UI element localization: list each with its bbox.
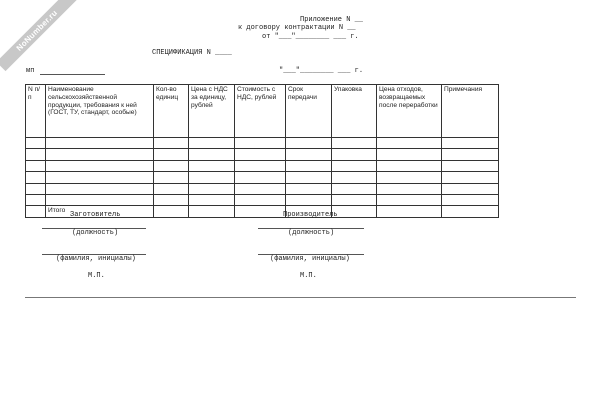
table-cell[interactable] xyxy=(189,183,235,194)
table-cell[interactable] xyxy=(189,172,235,183)
table-cell[interactable] xyxy=(26,194,46,205)
spec-table xyxy=(25,84,499,218)
table-cell[interactable] xyxy=(377,206,442,217)
place-underline xyxy=(40,74,105,75)
table-cell[interactable] xyxy=(235,206,286,217)
table-cell[interactable] xyxy=(377,138,442,149)
table-row xyxy=(26,149,499,160)
table-cell[interactable] xyxy=(332,172,377,183)
table-cell[interactable] xyxy=(442,183,499,194)
appendix-line: Приложение N __ xyxy=(300,16,364,24)
page-bottom-divider xyxy=(25,297,576,298)
table-cell[interactable] xyxy=(442,206,499,217)
table-cell[interactable] xyxy=(235,149,286,160)
table-cell[interactable] xyxy=(154,206,189,217)
table-cell[interactable] xyxy=(332,194,377,205)
table-cell[interactable] xyxy=(46,183,154,194)
table-cell[interactable] xyxy=(332,183,377,194)
col-header-product: Наименование сельскохозяйственной продукции, требования к ней (ГОСТ, ТУ, стандарт, особые) xyxy=(46,85,154,138)
table-cell[interactable] xyxy=(377,149,442,160)
table-cell[interactable] xyxy=(235,183,286,194)
table-cell[interactable] xyxy=(46,149,154,160)
table-cell[interactable] xyxy=(154,172,189,183)
table-cell[interactable] xyxy=(189,149,235,160)
table-cell[interactable] xyxy=(442,172,499,183)
buyer-title: Заготовитель xyxy=(70,211,121,219)
spec-date: "___"________ ___ г. xyxy=(279,67,364,75)
table-cell[interactable] xyxy=(377,183,442,194)
place-label: мп xyxy=(26,67,35,75)
table-cell[interactable] xyxy=(235,172,286,183)
table-cell[interactable] xyxy=(442,138,499,149)
table-cell[interactable] xyxy=(189,138,235,149)
table-cell[interactable] xyxy=(46,138,154,149)
producer-name-caption: (фамилия, инициалы) xyxy=(270,255,350,263)
table-row xyxy=(26,138,499,149)
col-header-waste-price: Цена отходов, возвращаемых после переработки xyxy=(377,85,442,138)
col-header-unit-price: Цена с НДС за единицу, рублей xyxy=(189,85,235,138)
table-row xyxy=(26,160,499,171)
table-cell[interactable] xyxy=(332,206,377,217)
table-row xyxy=(26,172,499,183)
table-cell[interactable] xyxy=(189,160,235,171)
col-header-delivery-term: Срок передачи xyxy=(286,85,332,138)
table-cell[interactable] xyxy=(286,172,332,183)
table-cell[interactable] xyxy=(26,172,46,183)
contract-ref-line: к договору контрактации N __ xyxy=(238,24,356,32)
col-header-packaging: Упаковка xyxy=(332,85,377,138)
table-cell[interactable] xyxy=(189,194,235,205)
producer-title: Производитель xyxy=(283,211,338,219)
table-cell[interactable] xyxy=(286,149,332,160)
table-cell[interactable] xyxy=(286,160,332,171)
col-header-number: N п/п xyxy=(26,85,46,138)
buyer-name-caption: (фамилия, инициалы) xyxy=(56,255,136,263)
spec-title: СПЕЦИФИКАЦИЯ N ____ xyxy=(152,49,232,57)
table-cell[interactable] xyxy=(26,138,46,149)
producer-position-caption: (должность) xyxy=(288,229,335,237)
table-cell[interactable] xyxy=(332,160,377,171)
watermark: NoNumber.ru xyxy=(0,0,78,71)
table-cell[interactable] xyxy=(154,160,189,171)
table-cell[interactable] xyxy=(377,172,442,183)
table-cell[interactable] xyxy=(286,138,332,149)
table-cell[interactable] xyxy=(332,138,377,149)
producer-seal: М.П. xyxy=(300,272,317,280)
table-cell[interactable] xyxy=(286,183,332,194)
table-cell[interactable] xyxy=(235,160,286,171)
table-cell[interactable] xyxy=(235,138,286,149)
table-cell[interactable] xyxy=(26,149,46,160)
table-cell[interactable] xyxy=(442,160,499,171)
col-header-quantity: Кол-во единиц xyxy=(154,85,189,138)
col-header-total-cost: Стоимость с НДС, рублей xyxy=(235,85,286,138)
table-cell[interactable] xyxy=(377,160,442,171)
table-cell[interactable] xyxy=(154,138,189,149)
table-cell[interactable] xyxy=(442,194,499,205)
table-cell[interactable] xyxy=(442,149,499,160)
table-cell[interactable] xyxy=(332,149,377,160)
contract-date-line: от "___"________ ___ г. xyxy=(262,33,359,41)
table-cell[interactable] xyxy=(154,183,189,194)
table-cell[interactable] xyxy=(235,194,286,205)
table-cell[interactable] xyxy=(46,194,154,205)
table-cell[interactable] xyxy=(26,206,46,217)
table-cell[interactable] xyxy=(26,183,46,194)
table-cell[interactable] xyxy=(26,160,46,171)
buyer-position-caption: (должность) xyxy=(72,229,119,237)
table-row xyxy=(26,194,499,205)
table-header-row xyxy=(26,85,499,138)
table-cell[interactable] xyxy=(154,194,189,205)
table-row xyxy=(26,183,499,194)
table-cell[interactable] xyxy=(286,194,332,205)
total-label: Итого xyxy=(46,206,154,217)
table-cell[interactable] xyxy=(154,149,189,160)
buyer-seal: М.П. xyxy=(88,272,105,280)
table-cell[interactable] xyxy=(377,194,442,205)
col-header-notes: Примечания xyxy=(442,85,499,138)
table-cell[interactable] xyxy=(189,206,235,217)
table-cell[interactable] xyxy=(46,160,154,171)
table-cell[interactable] xyxy=(46,172,154,183)
